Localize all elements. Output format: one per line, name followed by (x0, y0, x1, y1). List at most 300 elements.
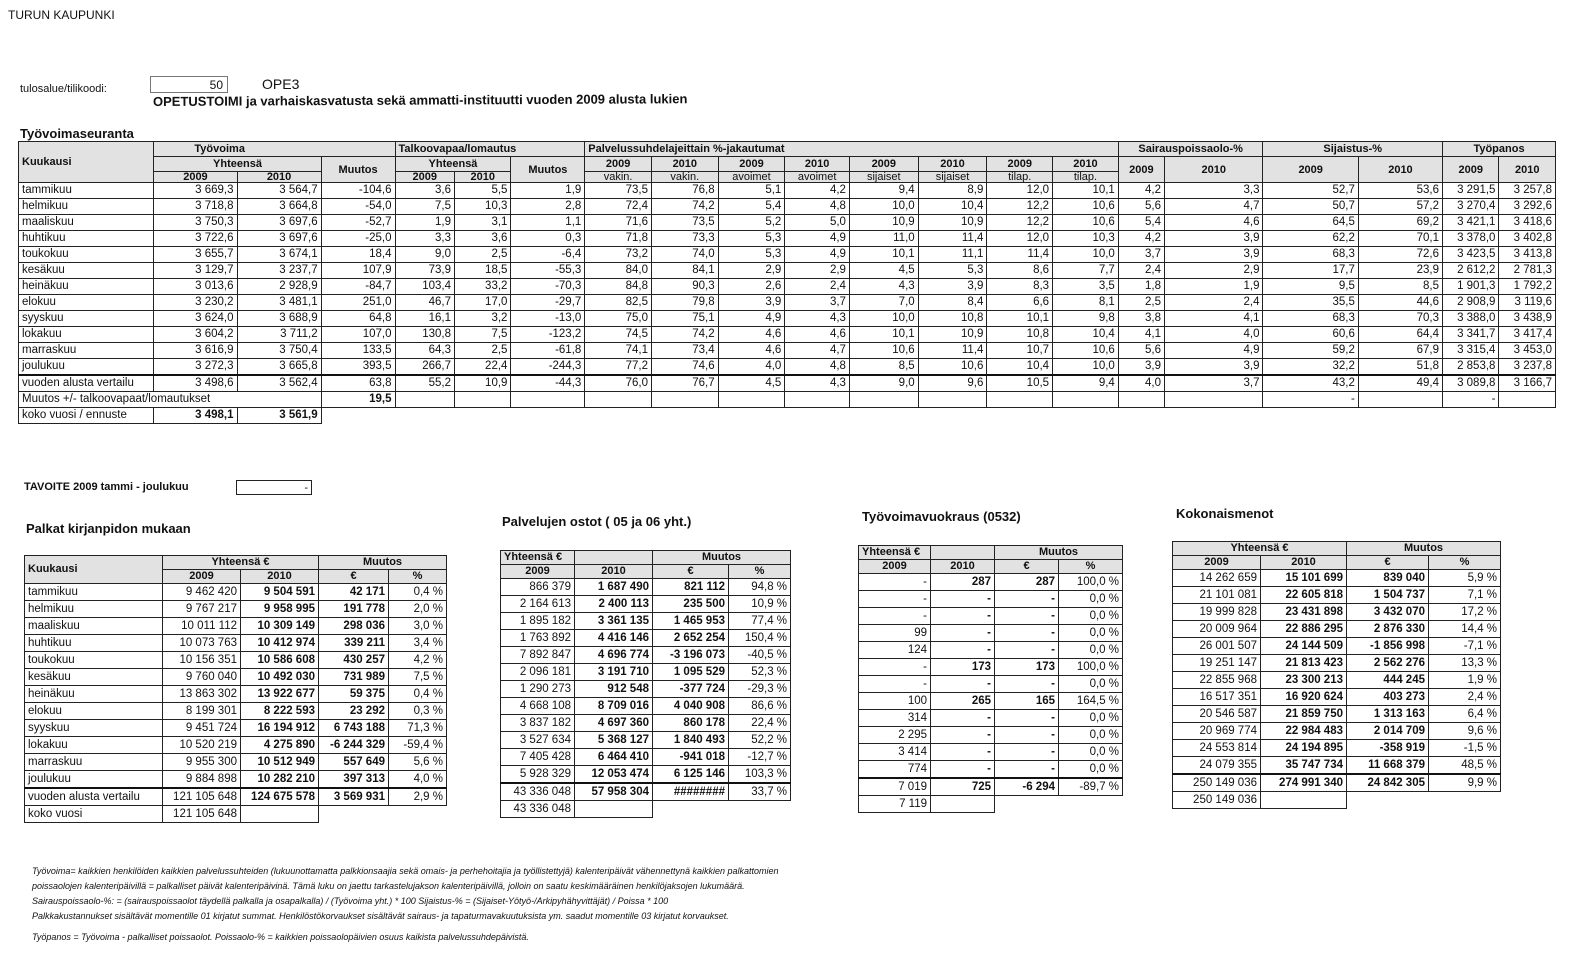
empty-cell (785, 392, 850, 408)
value-cell: - (931, 761, 995, 779)
value-cell: 339 211 (319, 635, 389, 652)
value-cell: 9 955 300 (163, 754, 241, 771)
value-cell: 3 453,0 (1499, 343, 1556, 359)
value-cell: 71,6 (585, 215, 652, 231)
services-title: Palvelujen ostot ( 05 ja 06 yht.) (502, 514, 692, 529)
value-cell: 235 500 (653, 596, 729, 613)
value-cell: 20 969 774 (1173, 723, 1261, 740)
annual-value: 43 336 048 (501, 801, 575, 818)
value-cell: 4,8 (785, 359, 850, 376)
value-cell: 67,9 (1358, 343, 1442, 359)
sairaus-2009: 2009 (1118, 157, 1164, 183)
total-costs-rows (1173, 570, 1501, 809)
value-cell: 251,0 (321, 295, 395, 311)
value-cell: 2 164 613 (501, 596, 575, 613)
leasing-table (858, 545, 1123, 813)
value-cell: 287 (931, 574, 995, 591)
value-cell: 0,4 % (389, 584, 447, 601)
value-cell: 23,9 (1358, 263, 1442, 279)
value-cell: 64,3 (395, 343, 455, 359)
value-cell: 20 009 964 (1173, 621, 1261, 638)
value-cell: 62,2 (1263, 231, 1358, 247)
value-cell: -6,4 (511, 247, 585, 263)
sijaiset-label-2009: sijaiset (849, 172, 918, 183)
value-cell: 2 612,2 (1443, 263, 1499, 279)
sairaus-2010: 2010 (1164, 157, 1263, 183)
value-cell: 4,1 (1118, 327, 1164, 343)
value-cell: 4,2 (1118, 183, 1164, 199)
value-cell: 4,9 (785, 231, 850, 247)
value-cell: 5,3 (718, 231, 785, 247)
value-cell: 76,8 (651, 183, 718, 199)
table-row (19, 199, 1556, 215)
value-cell: - (995, 761, 1059, 779)
month-cell: kesäkuu (19, 263, 154, 279)
value-cell: 2,9 (1164, 263, 1263, 279)
value-cell: - (931, 591, 995, 608)
month-cell: lokakuu (25, 737, 163, 754)
total-value: 3 569 931 (319, 788, 389, 806)
value-cell: 33,2 (455, 279, 511, 295)
value-cell: 2 781,3 (1499, 263, 1556, 279)
value-cell: 2,9 (718, 263, 785, 279)
value-cell: 107,0 (321, 327, 395, 343)
value-cell: 3 750,3 (154, 215, 237, 231)
value-cell: 74,2 (651, 199, 718, 215)
services-2010: 2010 (575, 565, 653, 579)
value-cell: 5,6 (1118, 343, 1164, 359)
table-row (501, 715, 791, 732)
value-cell: 3,3 (1164, 183, 1263, 199)
value-cell: 3,2 (455, 311, 511, 327)
value-cell: 5,3 (918, 263, 987, 279)
table-row (859, 676, 1123, 693)
value-cell: 7,5 (395, 199, 455, 215)
value-cell: 22 605 818 (1261, 587, 1347, 604)
leasing-eur: € (995, 560, 1059, 574)
total-value: -6 294 (995, 778, 1059, 796)
value-cell: 10,6 (918, 359, 987, 376)
value-cell: 3 378,0 (1443, 231, 1499, 247)
value-cell: 2,0 % (389, 601, 447, 618)
value-cell: - (859, 659, 931, 676)
value-cell: 557 649 (319, 754, 389, 771)
value-cell: 90,3 (651, 279, 718, 295)
table-row (859, 761, 1123, 779)
value-cell: 3,9 (718, 295, 785, 311)
table-row (25, 652, 447, 669)
total-value: 9,4 (1053, 375, 1119, 392)
value-cell: 8,9 (918, 183, 987, 199)
table-row (501, 647, 791, 664)
adjustment-row (19, 392, 1556, 408)
value-cell: 3 837 182 (501, 715, 575, 732)
value-cell: 46,7 (395, 295, 455, 311)
value-cell: 10,8 (918, 311, 987, 327)
value-cell: -54,0 (321, 199, 395, 215)
empty-cell (1053, 392, 1119, 408)
value-cell: 1 504 737 (1347, 587, 1429, 604)
leasing-change-header: Muutos (995, 546, 1123, 560)
value-cell: 173 (931, 659, 995, 676)
value-cell: 10,9 (918, 215, 987, 231)
value-cell: 9,8 (1053, 311, 1119, 327)
value-cell: 52,2 % (729, 732, 791, 749)
value-cell: 3,3 (395, 231, 455, 247)
value-cell: 86,6 % (729, 698, 791, 715)
total-value: 4,3 (785, 375, 850, 392)
month-cell: syyskuu (19, 311, 154, 327)
value-cell: 10,3 (455, 199, 511, 215)
table-row (1173, 587, 1501, 604)
talkoo-2010: 2010 (455, 172, 511, 183)
value-cell: 1 763 892 (501, 630, 575, 647)
total-label: vuoden alusta vertailu (19, 375, 154, 392)
month-cell: elokuu (25, 703, 163, 720)
value-cell: 72,6 (1358, 247, 1442, 263)
workforce-table (18, 141, 1556, 424)
value-cell: 3 237,8 (1499, 359, 1556, 376)
table-row (859, 744, 1123, 761)
value-cell: 2 652 254 (653, 630, 729, 647)
value-cell: 16,1 (395, 311, 455, 327)
value-cell: 0,0 % (1059, 642, 1123, 659)
value-cell: 11,4 (918, 343, 987, 359)
value-cell: -29,3 % (729, 681, 791, 698)
value-cell: 1 465 953 (653, 613, 729, 630)
table-row (501, 766, 791, 784)
value-cell: 16 920 624 (1261, 689, 1347, 706)
value-cell: 2,6 (718, 279, 785, 295)
value-cell: 17,0 (455, 295, 511, 311)
annual-value: 7 119 (859, 796, 931, 813)
value-cell: 0,0 % (1059, 608, 1123, 625)
avoimet-2009: 2009 (718, 157, 785, 172)
value-cell: 5,4 (1118, 215, 1164, 231)
sijaiset-2009: 2009 (849, 157, 918, 172)
value-cell: 100,0 % (1059, 574, 1123, 591)
value-cell: 9 958 995 (241, 601, 319, 618)
empty-cell (511, 392, 585, 408)
value-cell: 35,5 (1263, 295, 1358, 311)
empty-cell (241, 806, 319, 823)
value-cell: - (931, 642, 995, 659)
value-cell: 821 112 (653, 579, 729, 596)
annual-row (1173, 792, 1501, 809)
annual-label: koko vuosi (25, 806, 163, 823)
value-cell: 1,8 (1118, 279, 1164, 295)
value-cell: 7,5 (455, 327, 511, 343)
empty-cell (1164, 392, 1263, 408)
empty-cell (651, 392, 718, 408)
value-cell: 84,8 (585, 279, 652, 295)
avoimet-label-2009: avoimet (718, 172, 785, 183)
value-cell: 4,0 (1164, 327, 1263, 343)
value-cell: 8,6 (987, 263, 1053, 279)
value-cell: 9 767 217 (163, 601, 241, 618)
code-field[interactable]: 50 (150, 76, 228, 93)
table-row (501, 681, 791, 698)
value-cell: 3,0 % (389, 618, 447, 635)
value-cell: 10,1 (849, 327, 918, 343)
annual-value: 250 149 036 (1173, 792, 1261, 809)
total-value: 2,9 % (389, 788, 447, 806)
value-cell: 74,2 (651, 327, 718, 343)
value-cell: 2,4 (785, 279, 850, 295)
table-row (19, 215, 1556, 231)
value-cell: - (859, 608, 931, 625)
value-cell: 3,8 (1118, 311, 1164, 327)
annual-value: 121 105 648 (163, 806, 241, 823)
empty-cell (1358, 392, 1442, 408)
value-cell: 10,0 (849, 311, 918, 327)
value-cell: 10,1 (987, 311, 1053, 327)
value-cell: 0,0 % (1059, 710, 1123, 727)
services-eur: € (653, 565, 729, 579)
value-cell: 4,3 (849, 279, 918, 295)
value-cell: 75,1 (651, 311, 718, 327)
salaries-2010: 2010 (241, 570, 319, 584)
target-label: TAVOITE 2009 tammi - joulukuu (24, 481, 189, 493)
value-cell: 74,1 (585, 343, 652, 359)
value-cell: 2,5 (455, 343, 511, 359)
value-cell: 3 414 (859, 744, 931, 761)
table-row (25, 686, 447, 703)
value-cell: - (931, 710, 995, 727)
total-value: 43,2 (1263, 375, 1358, 392)
tyopanos-2010: 2010 (1499, 157, 1556, 183)
salaries-pct: % (389, 570, 447, 584)
month-header: Kuukausi (19, 142, 154, 183)
leasing-2009: 2009 (859, 560, 931, 574)
table-row (1173, 757, 1501, 775)
code-label: tulosalue/tilikoodi: (20, 83, 107, 95)
value-cell: 13,3 % (1429, 655, 1501, 672)
value-cell: 10 520 219 (163, 737, 241, 754)
month-cell: marraskuu (25, 754, 163, 771)
table-row (1173, 655, 1501, 672)
value-cell: 11,4 (987, 247, 1053, 263)
total-value: 9,0 (849, 375, 918, 392)
total-value: 57 958 304 (575, 783, 653, 801)
value-cell: 8,3 (987, 279, 1053, 295)
value-cell: 10,3 (1053, 231, 1119, 247)
value-cell: 10,4 (987, 359, 1053, 376)
value-cell: 3 481,1 (237, 295, 321, 311)
salaries-eur: € (319, 570, 389, 584)
table-row (501, 596, 791, 613)
value-cell: 59 375 (319, 686, 389, 703)
value-cell: 3 257,8 (1499, 183, 1556, 199)
tyopanos-2009: 2009 (1443, 157, 1499, 183)
total-row (859, 778, 1123, 796)
total-row (501, 783, 791, 801)
value-cell: 13 922 677 (241, 686, 319, 703)
value-cell: 731 989 (319, 669, 389, 686)
value-cell: 1 840 493 (653, 732, 729, 749)
value-cell: 9 462 420 (163, 584, 241, 601)
value-cell: 23 292 (319, 703, 389, 720)
annual-row (25, 806, 447, 823)
value-cell: - (859, 591, 931, 608)
value-cell: 73,9 (395, 263, 455, 279)
empty-cell (455, 392, 511, 408)
value-cell: 6 125 146 (653, 766, 729, 784)
tyovoima-header: Työvoima (154, 142, 395, 157)
footnote-1: Työvoima= kaikkien henkilöiden kaikkien palvelussuhteiden (lukuunottamatta palkkionsaajia sekä omais- ja perhehoitajia ja työllistettyjä) kalenteripäivät vähennettynä kaikkien palkattomien (32, 866, 779, 876)
tyovoima-change-header: Muutos (321, 157, 395, 183)
value-cell: 0,0 % (1059, 744, 1123, 761)
value-cell: 2 400 113 (575, 596, 653, 613)
value-cell: 3 013,6 (154, 279, 237, 295)
value-cell: 4,2 (1118, 231, 1164, 247)
value-cell: 164,5 % (1059, 693, 1123, 710)
value-cell: 24 553 814 (1173, 740, 1261, 757)
month-cell: helmikuu (19, 199, 154, 215)
value-cell: 8,4 (918, 295, 987, 311)
value-cell: 26 001 507 (1173, 638, 1261, 655)
total-value: 63,8 (321, 375, 395, 392)
value-cell: -244,3 (511, 359, 585, 376)
value-cell: 22,4 (455, 359, 511, 376)
value-cell: -123,2 (511, 327, 585, 343)
value-cell: 7 892 847 (501, 647, 575, 664)
value-cell: 32,2 (1263, 359, 1358, 376)
value-cell: 3,7 (1118, 247, 1164, 263)
value-cell: 22,4 % (729, 715, 791, 732)
value-cell: 3 432 070 (1347, 604, 1429, 621)
workforce-title: Työvoimaseuranta (20, 126, 134, 141)
value-cell: 15 101 699 (1261, 570, 1347, 587)
salaries-month-header: Kuukausi (25, 556, 163, 584)
tilap-label-2010: tilap. (1053, 172, 1119, 183)
month-cell: marraskuu (19, 343, 154, 359)
tilap-2009: 2009 (987, 157, 1053, 172)
value-cell: 73,4 (651, 343, 718, 359)
value-cell: 866 379 (501, 579, 575, 596)
value-cell: 73,2 (585, 247, 652, 263)
value-cell: 3 421,1 (1443, 215, 1499, 231)
table-row (25, 771, 447, 789)
table-row (25, 669, 447, 686)
total-value: -44,3 (511, 375, 585, 392)
table-row (25, 635, 447, 652)
annual-row (501, 801, 791, 818)
code-name: OPE3 (262, 76, 300, 92)
value-cell: 35 747 734 (1261, 757, 1347, 775)
value-cell: 70,3 (1358, 311, 1442, 327)
value-cell: -40,5 % (729, 647, 791, 664)
tilap-label-2009: tilap. (987, 172, 1053, 183)
value-cell: 7 405 428 (501, 749, 575, 766)
value-cell: 7,5 % (389, 669, 447, 686)
value-cell: 5,6 (1118, 199, 1164, 215)
value-cell: 2,8 (511, 199, 585, 215)
value-cell: 64,8 (321, 311, 395, 327)
services-pct: % (729, 565, 791, 579)
value-cell: 314 (859, 710, 931, 727)
total-value: 49,4 (1358, 375, 1442, 392)
value-cell: 77,2 (585, 359, 652, 376)
value-cell: 5,0 (785, 215, 850, 231)
empty-cell (718, 392, 785, 408)
value-cell: 9,6 % (1429, 723, 1501, 740)
value-cell: 3 697,6 (237, 215, 321, 231)
value-cell: 74,6 (651, 359, 718, 376)
total-value: 3 498,6 (154, 375, 237, 392)
value-cell: 10,9 (849, 215, 918, 231)
table-row (25, 720, 447, 737)
value-cell: 16 517 351 (1173, 689, 1261, 706)
value-cell: 23 431 898 (1261, 604, 1347, 621)
annual-2010: 3 561,9 (237, 408, 321, 424)
salaries-change-header: Muutos (319, 556, 447, 570)
value-cell: 1 095 529 (653, 664, 729, 681)
value-cell: 10,0 (1053, 247, 1119, 263)
value-cell: 3 191 710 (575, 664, 653, 681)
value-cell: 68,3 (1263, 311, 1358, 327)
annual-row (19, 408, 1556, 424)
value-cell: 2,9 (785, 263, 850, 279)
value-cell: 10,6 (849, 343, 918, 359)
value-cell: 8 709 016 (575, 698, 653, 715)
value-cell: 2 096 181 (501, 664, 575, 681)
value-cell: 82,5 (585, 295, 652, 311)
value-cell: 2 928,9 (237, 279, 321, 295)
value-cell: 3 718,8 (154, 199, 237, 215)
value-cell: 9 504 591 (241, 584, 319, 601)
value-cell: 5,3 (718, 247, 785, 263)
value-cell: 17,7 (1263, 263, 1358, 279)
month-cell: maaliskuu (25, 618, 163, 635)
salaries-total-header: Yhteensä € (163, 556, 319, 570)
month-cell: kesäkuu (25, 669, 163, 686)
value-cell: 3 413,8 (1499, 247, 1556, 263)
value-cell: 403 273 (1347, 689, 1429, 706)
table-row (1173, 570, 1501, 587)
table-row (1173, 672, 1501, 689)
palvelussuhde-header: Palvelussuhdelajeittain %-jakautumat (585, 142, 1119, 157)
adjustment-label: Muutos +/- talkoovapaat/lomautukset (19, 392, 322, 408)
month-cell: toukokuu (19, 247, 154, 263)
value-cell: 5 928 329 (501, 766, 575, 784)
empty-cell (395, 392, 455, 408)
total-value: 76,0 (585, 375, 652, 392)
value-cell: 5,6 % (389, 754, 447, 771)
total-value: 55,2 (395, 375, 455, 392)
table-row (859, 574, 1123, 591)
value-cell: 12,2 (987, 215, 1053, 231)
value-cell: 3 119,6 (1499, 295, 1556, 311)
value-cell: - (995, 744, 1059, 761)
value-cell: 2,4 (1164, 295, 1263, 311)
value-cell: 3,9 (1118, 359, 1164, 376)
value-cell: 3 722,6 (154, 231, 237, 247)
value-cell: 4,6 (718, 327, 785, 343)
talkoo-2009: 2009 (395, 172, 455, 183)
leasing-rows (859, 574, 1123, 813)
total-row (19, 375, 1556, 392)
value-cell: 3 291,5 (1443, 183, 1499, 199)
table-row (1173, 723, 1501, 740)
empty-cell (918, 392, 987, 408)
value-cell: 3 604,2 (154, 327, 237, 343)
value-cell: 0,3 % (389, 703, 447, 720)
salaries-title: Palkat kirjanpidon mukaan (26, 521, 191, 536)
value-cell: 3 361 135 (575, 613, 653, 630)
value-cell: 10 011 112 (163, 618, 241, 635)
value-cell: 10,7 (987, 343, 1053, 359)
